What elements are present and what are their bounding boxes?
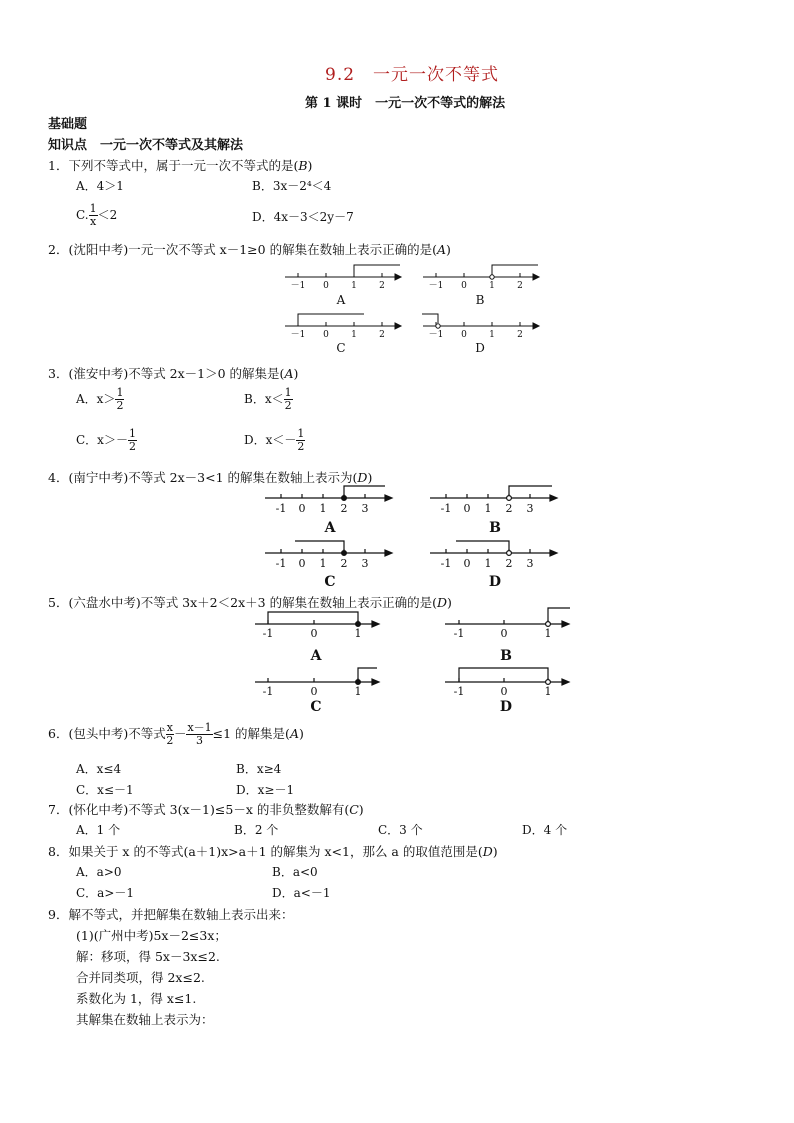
q4-c-tick-3: 1 xyxy=(319,557,327,570)
q3-c-prefix: C．x＞－ xyxy=(76,433,128,447)
q2-c-tick-3: 1 xyxy=(351,330,357,340)
q2-label-a: A xyxy=(336,293,346,307)
q5-c-tick-1: -1 xyxy=(262,685,274,698)
page-title: 9.2 一元一次不等式 xyxy=(325,65,500,85)
q5-label-a: A xyxy=(310,648,322,664)
q3-option-b xyxy=(244,387,293,412)
q4-a-tick-2: 0 xyxy=(298,502,306,515)
q5-b-tick-3: 1 xyxy=(544,627,552,640)
question-6 xyxy=(48,722,304,747)
question-2 xyxy=(48,240,451,258)
q4-a-tick-4: 2 xyxy=(340,502,348,515)
q2-b-tick-2: 0 xyxy=(461,281,467,291)
q4-label-b: B xyxy=(489,520,501,536)
q4-d-tick-2: 0 xyxy=(463,557,471,570)
q8-close: ) xyxy=(492,844,498,859)
q2-a-tick-1: －1 xyxy=(290,281,306,291)
question-8 xyxy=(48,842,498,860)
q4-stem: 4．(南宁中考)不等式 2x－3<1 的解集在数轴上表示为( xyxy=(48,470,358,485)
q2-d-tick-4: 2 xyxy=(517,330,523,340)
q5-d-tick-1: -1 xyxy=(453,685,465,698)
q4-d-tick-5: 3 xyxy=(526,557,534,570)
q2-number-lines xyxy=(280,260,550,360)
q5-a-tick-2: 0 xyxy=(310,627,318,640)
q4-close: ) xyxy=(367,470,373,485)
q2-c-tick-1: －1 xyxy=(290,330,306,340)
q1-close: ) xyxy=(307,158,313,173)
q7-stem: 7．(怀化中考)不等式 3(x－1)≤5－x 的非负整数解有( xyxy=(48,802,350,817)
q4-number-lines xyxy=(260,482,560,592)
q3-option-d xyxy=(244,428,305,453)
q6-fraction-1 xyxy=(166,722,174,747)
q2-a-tick-4: 2 xyxy=(379,281,385,291)
question-7 xyxy=(48,800,364,818)
q4-label-d: D xyxy=(488,574,502,590)
q9-solution-line-2: 合并同类项，得 2x≤2. xyxy=(76,970,205,985)
q9-subquestion-1: (1)(广州中考)5x－2≤3x； xyxy=(76,928,227,943)
q3-a-fraction xyxy=(115,387,124,412)
q9-solution-line-3: 系数化为 1，得 x≤1. xyxy=(76,991,197,1006)
q6-f2-den: 3 xyxy=(196,734,204,747)
q2-a-tick-2: 0 xyxy=(323,281,329,291)
q2-b-tick-4: 2 xyxy=(517,281,523,291)
q4-label-c: C xyxy=(324,574,336,590)
q2-b-tick-1: －1 xyxy=(428,281,444,291)
q3-d-fraction xyxy=(296,428,305,453)
q3-answer: A xyxy=(284,366,294,381)
q8-stem: 8．如果关于 x 的不等式(a＋1)x>a＋1 的解集为 x<1，那么 a 的取值范围是( xyxy=(48,844,483,859)
q2-d-tick-2: 0 xyxy=(461,330,467,340)
q3-c-num: 1 xyxy=(128,427,136,440)
q6-option-a: A．x≤4 xyxy=(76,762,122,776)
q3-close: ) xyxy=(293,366,299,381)
q4-d-tick-3: 1 xyxy=(484,557,492,570)
q6-stem-post: ≤1 的解集是( xyxy=(212,726,290,741)
q3-b-num: 1 xyxy=(284,386,292,399)
q1-answer: B xyxy=(298,158,308,173)
q7-option-d: D．4 个 xyxy=(522,823,568,837)
q3-d-num: 1 xyxy=(297,427,305,440)
q1-c-num: 1 xyxy=(89,202,97,215)
q3-c-den: 2 xyxy=(128,440,136,453)
q4-b-tick-4: 2 xyxy=(505,502,513,515)
q4-c-tick-1: -1 xyxy=(275,557,287,570)
q9-solution-line-4: 其解集在数轴上表示为： xyxy=(76,1012,214,1027)
q3-b-fraction xyxy=(284,387,293,412)
q4-d-tick-1: -1 xyxy=(440,557,452,570)
q8-option-c: C．a>－1 xyxy=(76,886,135,900)
q3-stem: 3．(淮安中考)不等式 2x－1＞0 的解集是( xyxy=(48,366,285,381)
q4-b-tick-3: 1 xyxy=(484,502,492,515)
q6-answer: A xyxy=(289,726,299,741)
q3-a-prefix: A．x＞ xyxy=(76,392,116,406)
q2-c-tick-2: 0 xyxy=(323,330,329,340)
q6-f2-num: x－1 xyxy=(187,721,212,734)
q5-a-tick-1: -1 xyxy=(262,627,274,640)
q2-label-c: C xyxy=(336,341,346,355)
q1-c-den: x xyxy=(89,215,97,228)
q4-a-tick-1: -1 xyxy=(275,502,287,515)
q9-solution-line-1: 解：移项，得 5x－3x≤2. xyxy=(76,949,220,964)
q4-a-tick-3: 1 xyxy=(319,502,327,515)
q3-a-num: 1 xyxy=(116,386,124,399)
q4-label-a: A xyxy=(324,520,336,536)
q5-c-tick-2: 0 xyxy=(310,685,318,698)
q3-d-den: 2 xyxy=(297,440,305,453)
q2-c-tick-4: 2 xyxy=(379,330,385,340)
q2-b-tick-3: 1 xyxy=(489,281,495,291)
q6-fraction-2 xyxy=(186,722,212,747)
q4-c-tick-4: 2 xyxy=(340,557,348,570)
q3-option-a xyxy=(76,387,124,412)
q5-c-tick-3: 1 xyxy=(354,685,362,698)
q5-number-lines xyxy=(250,606,580,716)
q5-label-b: B xyxy=(500,648,512,664)
section-heading: 基础题 xyxy=(48,117,88,132)
q4-c-tick-5: 3 xyxy=(361,557,369,570)
q5-answer: D xyxy=(436,595,447,610)
q8-option-b: B．a<0 xyxy=(272,865,318,879)
q5-b-tick-1: -1 xyxy=(453,627,465,640)
q1-c-suffix: ＜2 xyxy=(97,208,118,222)
q3-b-den: 2 xyxy=(284,399,292,412)
knowledge-heading: 知识点 一元一次不等式及其解法 xyxy=(48,138,244,153)
q2-label-b: B xyxy=(475,293,485,307)
q5-b-tick-2: 0 xyxy=(500,627,508,640)
q5-d-tick-2: 0 xyxy=(500,685,508,698)
q8-answer: D xyxy=(482,844,493,859)
q1-c-prefix: C. xyxy=(76,208,89,222)
q5-a-tick-3: 1 xyxy=(354,627,362,640)
q5-d-tick-3: 1 xyxy=(544,685,552,698)
q6-stem-pre: 6．(包头中考)不等式 xyxy=(48,726,166,741)
lesson-subtitle: 第 1 课时 一元一次不等式的解法 xyxy=(305,96,506,111)
q1-option-b: B．3x－2⁴＜4 xyxy=(252,179,332,193)
q8-option-a: A．a>0 xyxy=(76,865,122,879)
q3-a-den: 2 xyxy=(116,399,124,412)
q3-c-fraction xyxy=(128,428,137,453)
q5-stem: 5．(六盘水中考)不等式 3x＋2＜2x＋3 的解集在数轴上表示正确的是( xyxy=(48,595,437,610)
q2-stem: 2．(沈阳中考)一元一次不等式 x－1≥0 的解集在数轴上表示正确的是( xyxy=(48,242,437,257)
q6-f1-den: 2 xyxy=(166,734,174,747)
q6-minus: － xyxy=(173,726,187,741)
q4-b-tick-5: 3 xyxy=(526,502,534,515)
q6-option-d: D．x≥－1 xyxy=(236,783,295,797)
q7-answer: C xyxy=(349,802,359,817)
q6-option-b: B．x≥4 xyxy=(236,762,282,776)
q3-b-prefix: B．x＜ xyxy=(244,392,284,406)
q8-option-d: D．a<－1 xyxy=(272,886,331,900)
q3-d-prefix: D．x＜－ xyxy=(244,433,297,447)
q1-option-d: D．4x－3＜2y－7 xyxy=(252,210,354,224)
q6-close: ) xyxy=(298,726,304,741)
question-1 xyxy=(48,156,312,174)
q2-a-tick-3: 1 xyxy=(351,281,357,291)
question-3 xyxy=(48,364,298,382)
q4-d-tick-4: 2 xyxy=(505,557,513,570)
q5-label-d: D xyxy=(499,699,513,715)
q4-c-tick-2: 0 xyxy=(298,557,306,570)
q4-b-tick-2: 0 xyxy=(463,502,471,515)
q7-option-c: C．3 个 xyxy=(378,823,423,837)
q2-d-tick-1: －1 xyxy=(428,330,444,340)
q4-b-tick-1: -1 xyxy=(440,502,452,515)
q2-close: ) xyxy=(446,242,451,257)
q5-label-c: C xyxy=(310,699,322,715)
q6-option-c: C．x≤－1 xyxy=(76,783,134,797)
question-9: 9．解不等式，并把解集在数轴上表示出来： xyxy=(48,907,294,922)
q1-option-c xyxy=(76,203,117,228)
q1-c-fraction xyxy=(89,203,98,228)
q2-d-tick-3: 1 xyxy=(489,330,495,340)
q4-answer: D xyxy=(357,470,368,485)
q1-stem: 1．下列不等式中，属于一元一次不等式的是( xyxy=(48,158,299,173)
q6-f1-num: x xyxy=(166,721,173,734)
q4-a-tick-5: 3 xyxy=(361,502,369,515)
q2-label-d: D xyxy=(475,341,485,355)
q2-answer: A xyxy=(436,242,446,257)
q3-option-c xyxy=(76,428,137,453)
q7-option-b: B．2 个 xyxy=(234,823,279,837)
q7-close: ) xyxy=(358,802,364,817)
q5-close: ) xyxy=(446,595,452,610)
q1-option-a: A．4＞1 xyxy=(76,179,124,193)
q7-option-a: A．1 个 xyxy=(76,823,121,837)
